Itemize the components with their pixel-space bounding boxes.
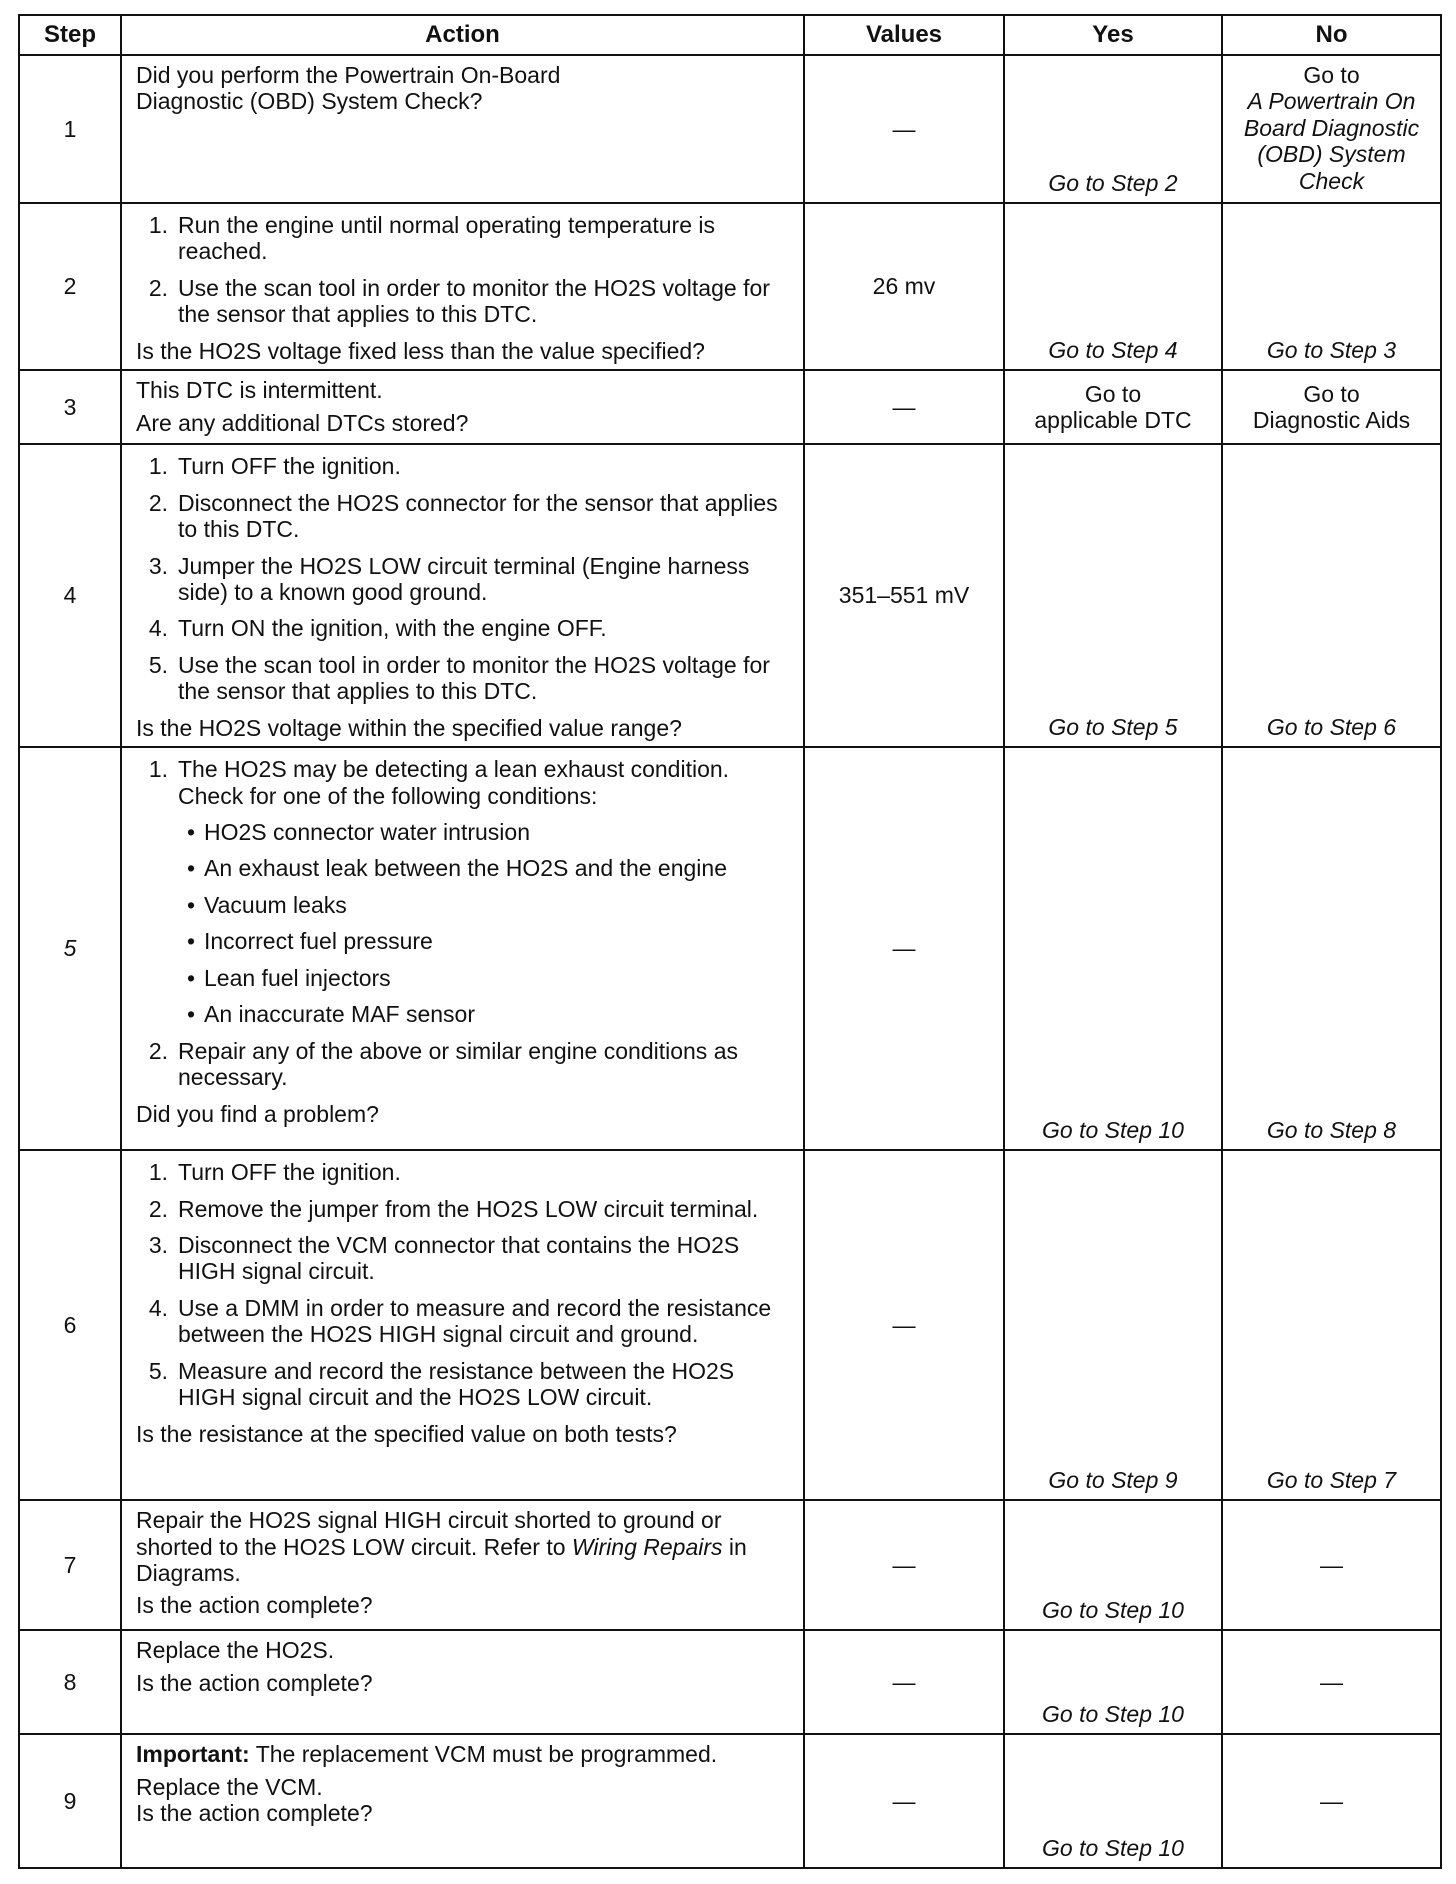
bullet-item: • An inaccurate MAF sensor [186,1001,476,1028]
list-item: 4. Turn ON the ignition, with the engine OFF. [148,615,607,642]
action-line: Replace the VCM. [136,1773,323,1800]
yes-cell: Go to Step 10 [1004,747,1222,1150]
no-line-italic: A Powertrain On Board Diagnostic (OBD) System Check [1243,88,1420,194]
step-number: 3 [19,370,121,444]
step-number: 5 [19,747,121,1150]
action-question: Is the resistance at the specified value on both tests? [136,1420,677,1447]
list-item: 2. Remove the jumper from the HO2S LOW circuit terminal. [148,1195,759,1222]
value-cell: 351–551 mV [804,444,1004,747]
step-text: The HO2S may be detecting a lean exhaust condition. Check for one of the following conditions: [178,756,730,809]
action-line: Is the action complete? [136,1800,373,1826]
table-row [19,1630,1441,1734]
bullet-item: • Incorrect fuel pressure [186,928,433,955]
action-line: Is the action complete? [136,1669,373,1696]
table-row [19,203,1441,370]
step-number: 2 [19,203,121,370]
header-no: No [1222,15,1441,55]
action-cell [121,747,804,1150]
step-number: 7 [19,1500,121,1630]
value-cell: — [804,747,1004,1150]
no-cell [1222,370,1441,444]
header-values: Values [804,15,1004,55]
action-line: Replace the HO2S. [136,1637,335,1664]
list-item: 5. Measure and record the resistance between the HO2S HIGH signal circuit and the HO2S LOW circuit. [148,1357,735,1411]
table-row [19,55,1441,203]
no-line: Go to [1303,380,1360,407]
bullet-item: • HO2S connector water intrusion [186,819,530,845]
header-action: Action [121,15,804,55]
yes-cell: Go to Step 2 [1004,55,1222,203]
numbered-steps [136,1159,795,1411]
no-cell: Go to Step 3 [1222,203,1441,370]
list-item: 2. Repair any of the above or similar engine conditions as necessary. [148,1037,738,1091]
action-cell [121,444,804,747]
bullet-item: • Lean fuel injectors [186,964,391,991]
action-line: Are any additional DTCs stored? [136,409,469,436]
list-item: 4. Use a DMM in order to measure and record the resistance between the HO2S HIGH signal circuit and ground. [148,1294,772,1348]
important-label: Important: [136,1741,250,1768]
yes-cell: Go to Step 10 [1004,1630,1222,1734]
numbered-steps [136,212,795,328]
numbered-steps [136,453,795,705]
action-question: Is the HO2S voltage fixed less than the value specified? [136,337,705,364]
list-item: 2. Use the scan tool in order to monitor the HO2S voltage for the sensor that applies to this DTC. [148,274,770,328]
list-item: 5. Use the scan tool in order to monitor the HO2S voltage for the sensor that applies to this DTC. [148,651,770,705]
action-line: Diagnostic (OBD) System Check? [136,88,483,115]
yes-line: applicable DTC [1034,407,1192,434]
table-row [19,1734,1441,1868]
step-number: 6 [19,1150,121,1500]
list-item: 1. Turn OFF the ignition. [148,1159,401,1186]
yes-cell: Go to Step 9 [1004,1150,1222,1500]
header-step: Step [19,15,121,55]
action-line: This DTC is intermittent. [136,377,383,404]
header-yes: Yes [1004,15,1222,55]
numbered-steps [136,756,795,1090]
action-cell [121,1150,804,1500]
action-cell [121,55,804,203]
action-cell [121,1734,804,1868]
yes-cell: Go to Step 10 [1004,1500,1222,1630]
table-row [19,1150,1441,1500]
header-row [19,15,1441,55]
value-cell: — [804,1734,1004,1868]
step-number: 4 [19,444,121,747]
action-question: Did you find a problem? [136,1100,379,1127]
yes-cell [1004,370,1222,444]
value-cell: — [804,55,1004,203]
action-question: Is the action complete? [136,1592,373,1619]
table-row [19,444,1441,747]
yes-line: Go to [1084,380,1142,407]
table-row [19,370,1441,444]
table-row [19,1500,1441,1630]
action-cell [121,203,804,370]
action-cell [121,1500,804,1630]
no-cell: — [1222,1500,1441,1630]
value-cell: — [804,1150,1004,1500]
list-item: 3. Jumper the HO2S LOW circuit terminal (Engine harness side) to a known good ground. [148,552,750,605]
value-cell: — [804,1500,1004,1630]
diagnostic-table [18,14,1442,1869]
value-cell: — [804,370,1004,444]
list-item: 1. Run the engine until normal operating temperature is reached. [148,212,715,265]
action-text: Repair the HO2S signal HIGH circuit shorted to ground or shorted to the HO2S LOW circuit. Refer to Wiring Repairs in Diagrams. [136,1507,747,1586]
step-number: 9 [19,1734,121,1868]
value-cell: — [804,1630,1004,1734]
no-cell: Go to Step 8 [1222,747,1441,1150]
action-cell [121,1630,804,1734]
no-cell: Go to Step 6 [1222,444,1441,747]
bullet-list [178,819,787,1028]
list-item: 1. The HO2S may be detecting a lean exhaust condition. Check for one of the following conditions: • HO2S connector water intrusion • An exhaust leak between the HO2S and the engine • Vacuum leaks • Incorrect fuel pressure • Lean fuel injectors • An inaccurate MAF sensor [136,756,795,1028]
no-line: Go to [1303,62,1360,88]
no-cell: — [1222,1734,1441,1868]
no-line: Diagnostic Aids [1252,407,1411,434]
important-note: Important: The replacement VCM must be programmed. [136,1741,718,1768]
table-row [19,747,1441,1150]
value-cell: 26 mv [804,203,1004,370]
no-cell: Go to Step 7 [1222,1150,1441,1500]
diagnostic-table-wrapper [18,14,1440,1869]
step-number: 1 [19,55,121,203]
yes-cell: Go to Step 4 [1004,203,1222,370]
bullet-item: • An exhaust leak between the HO2S and the engine [186,855,727,882]
bullet-item: • Vacuum leaks [186,891,347,918]
list-item: 2. Disconnect the HO2S connector for the sensor that applies to this DTC. [148,489,778,543]
action-question: Is the HO2S voltage within the specified value range? [136,714,682,741]
no-cell [1222,55,1441,203]
yes-cell: Go to Step 10 [1004,1734,1222,1868]
list-item: 3. Disconnect the VCM connector that contains the HO2S HIGH signal circuit. [148,1232,740,1285]
action-cell [121,370,804,444]
no-cell: — [1222,1630,1441,1734]
action-line: Did you perform the Powertrain On-Board [136,62,561,88]
list-item: 1. Turn OFF the ignition. [148,453,401,480]
step-number: 8 [19,1630,121,1734]
wiring-repairs-reference: Wiring Repairs [571,1533,723,1560]
yes-cell: Go to Step 5 [1004,444,1222,747]
